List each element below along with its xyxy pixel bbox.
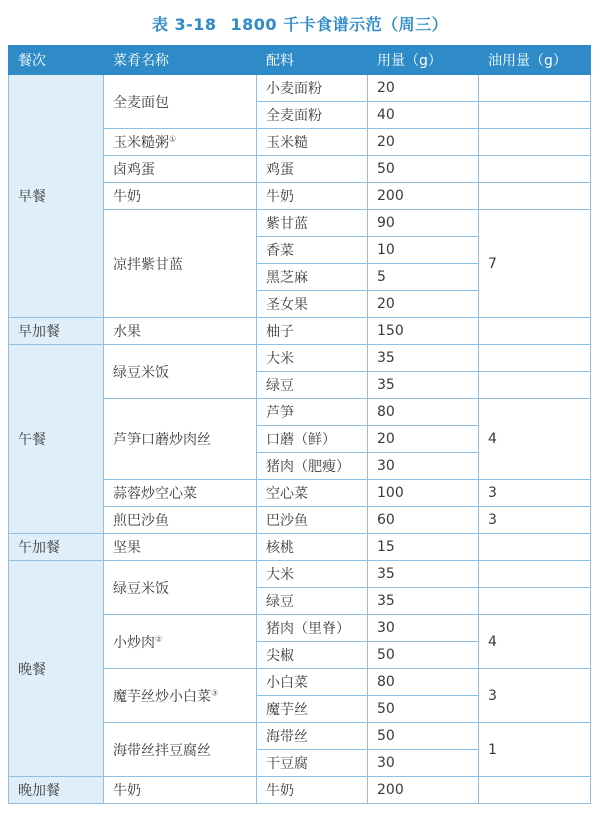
table-body [9, 75, 591, 804]
ingredient-cell: 巴沙鱼 [257, 507, 368, 534]
header-ingredient: 配料 [257, 46, 368, 75]
dish-cell [104, 129, 257, 156]
oil-cell [479, 102, 591, 129]
dish-name: 玉米糙粥 [113, 135, 169, 151]
oil-cell [479, 318, 591, 345]
ingredient-cell: 圣女果 [257, 291, 368, 318]
oil-cell [479, 777, 591, 804]
table-caption: 1800 千卡食谱示范（周三） [230, 15, 449, 34]
table-row [9, 75, 591, 102]
amount-cell: 50 [368, 642, 479, 669]
ingredient-cell: 香菜 [257, 237, 368, 264]
amount-cell: 80 [368, 669, 479, 696]
amount-cell: 5 [368, 264, 479, 291]
amount-cell: 30 [368, 750, 479, 777]
amount-cell: 80 [368, 399, 479, 426]
table-row [9, 345, 591, 372]
amount-cell: 60 [368, 507, 479, 534]
dish-cell [104, 480, 257, 507]
oil-cell: 1 [479, 723, 591, 777]
oil-cell [479, 75, 591, 102]
oil-cell [479, 372, 591, 399]
ingredient-cell: 牛奶 [257, 183, 368, 210]
amount-cell: 10 [368, 237, 479, 264]
oil-cell [479, 561, 591, 588]
ingredient-cell: 玉米糙 [257, 129, 368, 156]
amount-cell: 15 [368, 534, 479, 561]
dish-name: 牛奶 [113, 189, 141, 205]
header-row [9, 46, 591, 75]
dish-name: 煎巴沙鱼 [113, 513, 169, 529]
footnote-mark: ③ [211, 687, 219, 697]
ingredient-cell: 紫甘蓝 [257, 210, 368, 237]
dish-cell [104, 507, 257, 534]
header-amount: 用量（g） [368, 46, 479, 75]
dish-name: 小炒肉 [113, 634, 155, 651]
ingredient-cell: 大米 [257, 561, 368, 588]
ingredient-cell: 空心菜 [257, 480, 368, 507]
oil-cell [479, 345, 591, 372]
ingredient-cell: 海带丝 [257, 723, 368, 750]
amount-cell: 30 [368, 615, 479, 642]
footnote-mark: ② [155, 633, 163, 643]
table-row [9, 561, 591, 588]
meal-cell: 午加餐 [9, 534, 104, 561]
dish-name: 牛奶 [113, 783, 141, 799]
table-row [9, 777, 591, 804]
oil-cell: 4 [479, 615, 591, 669]
amount-cell: 40 [368, 102, 479, 129]
meal-cell: 早加餐 [9, 318, 104, 345]
amount-cell: 20 [368, 291, 479, 318]
meal-cell: 早餐 [9, 75, 104, 318]
amount-cell: 200 [368, 777, 479, 804]
dish-cell [104, 183, 257, 210]
ingredient-cell: 黑芝麻 [257, 264, 368, 291]
dish-cell [104, 777, 257, 804]
ingredient-cell: 干豆腐 [257, 750, 368, 777]
ingredient-cell: 小白菜 [257, 669, 368, 696]
dish-cell [104, 318, 257, 345]
ingredient-cell: 尖椒 [257, 642, 368, 669]
ingredient-cell: 绿豆 [257, 588, 368, 615]
meal-cell: 晚加餐 [9, 777, 104, 804]
dish-name: 蒜蓉炒空心菜 [113, 486, 197, 502]
dish-name: 卤鸡蛋 [113, 162, 155, 178]
dish-cell [104, 561, 257, 615]
ingredient-cell: 柚子 [257, 318, 368, 345]
oil-cell: 3 [479, 480, 591, 507]
meal-cell: 晚餐 [9, 561, 104, 777]
amount-cell: 20 [368, 129, 479, 156]
ingredient-cell: 大米 [257, 345, 368, 372]
amount-cell: 35 [368, 588, 479, 615]
dish-cell [104, 399, 257, 480]
dish-name: 水果 [113, 324, 141, 340]
ingredient-cell: 牛奶 [257, 777, 368, 804]
oil-cell: 3 [479, 507, 591, 534]
amount-cell: 200 [368, 183, 479, 210]
ingredient-cell: 鸡蛋 [257, 156, 368, 183]
ingredient-cell: 魔芋丝 [257, 696, 368, 723]
amount-cell: 150 [368, 318, 479, 345]
dish-cell [104, 210, 257, 318]
oil-cell [479, 183, 591, 210]
amount-cell: 35 [368, 372, 479, 399]
amount-cell: 35 [368, 561, 479, 588]
dish-name: 绿豆米饭 [113, 580, 169, 597]
amount-cell: 20 [368, 75, 479, 102]
dish-cell [104, 156, 257, 183]
dish-name: 坚果 [113, 540, 141, 556]
amount-cell: 50 [368, 723, 479, 750]
amount-cell: 50 [368, 156, 479, 183]
amount-cell: 35 [368, 345, 479, 372]
oil-cell [479, 588, 591, 615]
table-title [0, 12, 600, 35]
oil-cell: 3 [479, 669, 591, 723]
dish-cell [104, 534, 257, 561]
oil-cell [479, 129, 591, 156]
amount-cell: 20 [368, 426, 479, 453]
dish-cell [104, 615, 257, 669]
header-dish: 菜肴名称 [104, 46, 257, 75]
ingredient-cell: 芦笋 [257, 399, 368, 426]
ingredient-cell: 猪肉（肥瘦） [257, 453, 368, 480]
footnote-mark: ① [169, 134, 177, 144]
amount-cell: 50 [368, 696, 479, 723]
dish-cell [104, 669, 257, 723]
dish-name: 芦笋口蘑炒肉丝 [113, 432, 211, 448]
dish-name: 全麦面包 [113, 94, 169, 111]
header-meal: 餐次 [9, 46, 104, 75]
table-row [9, 318, 591, 345]
ingredient-cell: 小麦面粉 [257, 75, 368, 102]
oil-cell: 7 [479, 210, 591, 318]
oil-cell [479, 534, 591, 561]
amount-cell: 100 [368, 480, 479, 507]
dish-cell [104, 723, 257, 777]
dish-name: 魔芋丝炒小白菜 [113, 688, 211, 705]
dish-name: 海带丝拌豆腐丝 [113, 742, 211, 759]
dish-cell [104, 75, 257, 129]
amount-cell: 30 [368, 453, 479, 480]
meal-cell: 午餐 [9, 345, 104, 534]
table-number: 表 3-18 [151, 15, 217, 34]
amount-cell: 90 [368, 210, 479, 237]
dish-name: 凉拌紫甘蓝 [113, 256, 183, 273]
ingredient-cell: 绿豆 [257, 372, 368, 399]
ingredient-cell: 全麦面粉 [257, 102, 368, 129]
header-oil: 油用量（g） [479, 46, 591, 75]
recipe-table [8, 45, 591, 804]
dish-name: 绿豆米饭 [113, 364, 169, 381]
ingredient-cell: 猪肉（里脊） [257, 615, 368, 642]
ingredient-cell: 口蘑（鲜） [257, 426, 368, 453]
oil-cell: 4 [479, 399, 591, 480]
ingredient-cell: 核桃 [257, 534, 368, 561]
dish-cell [104, 345, 257, 399]
oil-cell [479, 156, 591, 183]
table-row [9, 534, 591, 561]
